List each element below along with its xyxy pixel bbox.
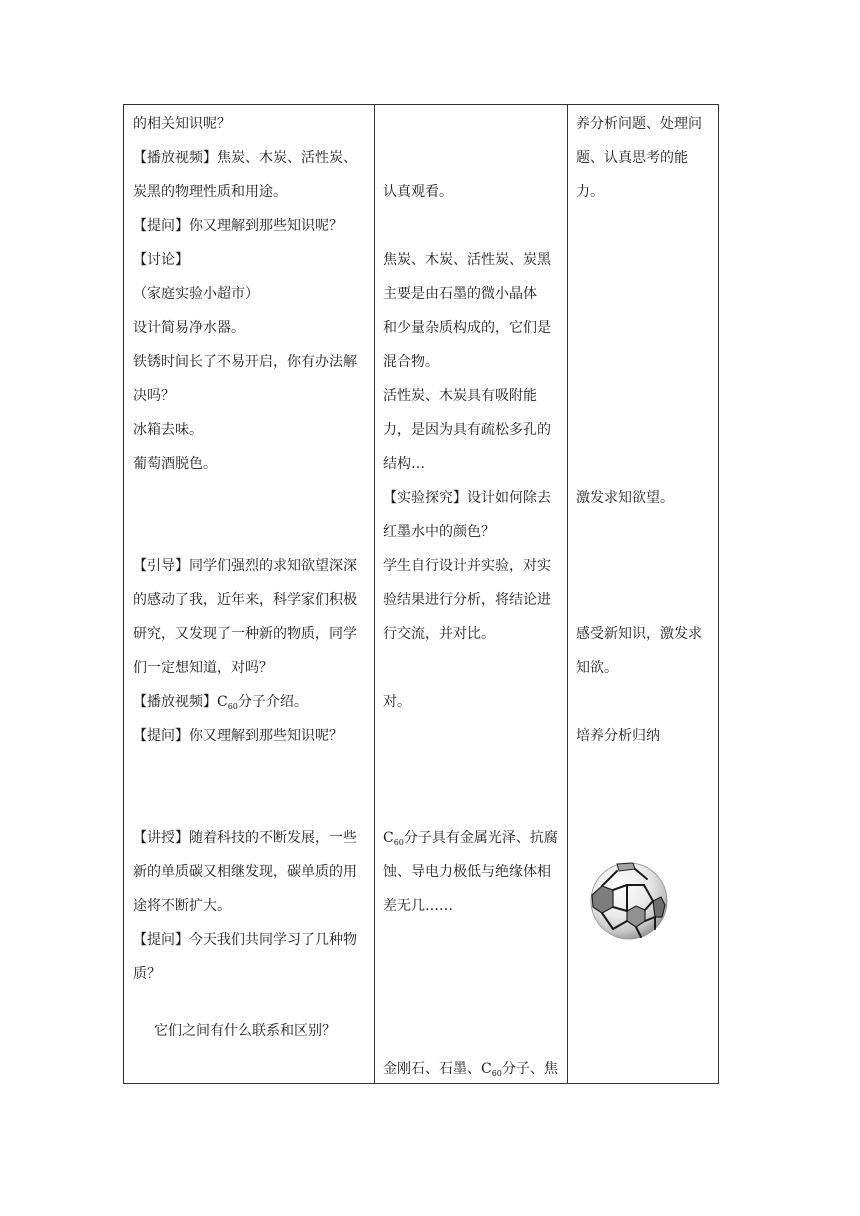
teacher-line: 的相关知识呢？ [133,116,231,132]
student-line: 行交流，并对比。 [383,626,495,642]
intent-line: 题、认真思考的能 [576,150,688,166]
teacher-line: 【提问】你又理解到那些知识呢？ [133,218,343,234]
teacher-line: 【提问】你又理解到那些知识呢？ [133,728,343,744]
student-line: $C_{60}$分子具有金属光泽、抗腐 [383,830,558,847]
teacher-line: 【讲授】随着科技的不断发展，一些 [133,830,357,846]
teacher-line: 它们之间有什么联系和区别？ [154,1023,336,1039]
student-line: 活性炭、木炭具有吸附能 [383,388,537,404]
teacher-line: 冰箱去味。 [133,422,203,438]
lesson-table [123,104,719,1084]
intent-line: 知欲。 [576,660,618,676]
student-line: 结构… [383,456,425,472]
teacher-line: 【播放视频】焦炭、木炭、活性炭、 [133,150,357,166]
subscript: 60 [227,702,238,711]
teacher-line: （家庭实验小超市） [133,286,259,302]
student-line: 对。 [383,694,411,710]
student-line: 焦炭、木炭、活性炭、炭黑 [383,252,551,268]
intent-line: 培养分析归纳 [576,728,660,744]
c60-molecule-image [589,861,669,941]
teacher-line: 研究，又发现了一种新的物质，同学 [133,626,357,642]
column-divider [374,105,375,1083]
student-line: 和少量杂质构成的，它们是 [383,320,551,336]
teacher-line: 们一定想知道，对吗？ [133,660,273,676]
teacher-line: 的感动了我，近年来，科学家们积极 [133,592,357,608]
column-divider [567,105,568,1083]
student-line: 认真观看。 [383,184,453,200]
teacher-line: 【提问】今天我们共同学习了几种物 [133,932,357,948]
teacher-line: 【引导】同学们强烈的求知欲望深深 [133,558,357,574]
teacher-line: 途将不断扩大。 [133,898,231,914]
teacher-line: 炭黑的物理性质和用途。 [133,184,287,200]
teacher-line: 新的单质碳又相继发现，碳单质的用 [133,864,357,880]
student-line: 【实验探究】设计如何除去 [383,490,551,506]
student-line: 差无几…… [383,898,453,914]
student-line: 红墨水中的颜色？ [383,524,495,540]
teacher-line: 【讨论】 [133,252,189,268]
subscript: 60 [393,838,404,847]
intent-line: 激发求知欲望。 [576,490,674,506]
student-line: 验结果进行分析，将结论进 [383,592,551,608]
teacher-line: 葡萄酒脱色。 [133,456,217,472]
intent-line: 感受新知识，激发求 [576,626,702,642]
student-line: 蚀、导电力极低与绝缘体相 [383,864,551,880]
student-line: 主要是由石墨的微小晶体 [383,286,537,302]
student-line: 金刚石、石墨、$C_{60}$分子、焦 [383,1061,558,1078]
student-line: 混合物。 [383,354,439,370]
teacher-line: 设计简易净水器。 [133,320,245,336]
teacher-line: 铁锈时间长了不易开启，你有办法解 [133,354,357,370]
student-line: 力，是因为具有疏松多孔的 [383,422,551,438]
teacher-line: 【播放视频】$C_{60}$分子介绍。 [133,694,308,711]
teacher-line: 质？ [133,966,161,982]
student-line: 学生自行设计并实验，对实 [383,558,551,574]
teacher-line: 决吗？ [133,388,175,404]
subscript: 60 [491,1069,502,1078]
intent-line: 养分析问题、处理问 [576,116,702,132]
intent-line: 力。 [576,184,604,200]
